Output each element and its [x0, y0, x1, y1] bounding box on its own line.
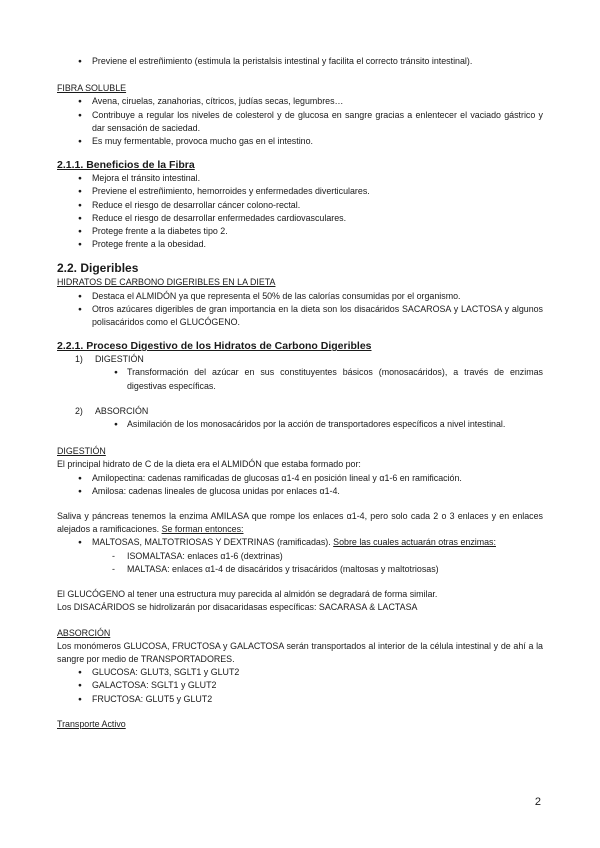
list-item-text: MALTOSAS, MALTOTRIOSAS Y DEXTRINAS (ramificadas). [92, 537, 331, 548]
item-label: ABSORCIÓN [95, 405, 149, 416]
list-item: ● Protege frente a la obesidad. [57, 238, 543, 251]
subheading-hidratos: HIDRATOS DE CARBONO DIGERIBLES EN LA DIETA [57, 277, 276, 288]
list-item: ● Es muy fermentable, provoca mucho gas en el intestino. [57, 135, 543, 148]
section-heading-transporte-activo: Transporte Activo [57, 718, 126, 729]
list-item: ● Reduce el riesgo de desarrollar cáncer colono-rectal. [57, 199, 543, 212]
page-number: 2 [534, 796, 541, 808]
section-heading-digeribles: 2.2. Digeribles [57, 261, 139, 276]
paragraph: El principal hidrato de C de la dieta era el ALMIDÓN que estaba formado por: [57, 459, 361, 470]
list-item: ● FRUCTOSA: GLUT5 y GLUT2 [57, 693, 543, 706]
list-item: ● Contribuye a regular los niveles de colesterol y de glucosa en sangre gracias a enlentecer el vaciado gástrico y dar sensación de saciedad. [57, 109, 543, 135]
list-item: ● GLUCOSA: GLUT3, SGLT1 y GLUT2 [57, 666, 543, 679]
numbered-item [57, 405, 543, 418]
list-item: ● Mejora el tránsito intestinal. [57, 172, 543, 185]
section-heading-fibra-soluble: FIBRA SOLUBLE [57, 83, 127, 94]
dash-item: - ISOMALTASA: enlaces α1-6 (dextrinas) [57, 550, 543, 563]
section-heading-digestion: DIGESTIÓN [57, 446, 106, 457]
paragraph: Los monómeros GLUCOSA, FRUCTOSA y GALACTOSA serán transportados al interior de la célula intestinal y de ahí a la sangre por medio de TRANSPORTADORES. [57, 640, 543, 664]
list-item: ● Asimilación de los monosacáridos por la acción de transportadores específicos a nivel intestinal. [57, 418, 543, 431]
item-number: 2) [75, 405, 83, 416]
list-item: ● Amilopectina: cadenas ramificadas de glucosas α1-4 en posición lineal y α1-6 en ramificación. [57, 472, 543, 485]
list-item: ● Destaca el ALMIDÓN ya que representa el 50% de las calorías consumidas por el organismo. [57, 290, 543, 303]
list-item: ● Avena, ciruelas, zanahorias, cítricos, judías secas, legumbres… [57, 95, 543, 108]
section-heading-absorcion: ABSORCIÓN [57, 627, 111, 638]
underlined-text: Se forman entonces: [161, 524, 244, 535]
item-number: 1) [75, 354, 83, 365]
list-item: ● Reduce el riesgo de desarrollar enfermedades cardiovasculares. [57, 212, 543, 225]
document-page [57, 55, 543, 731]
list-item: ● Transformación del azúcar en sus constituyentes básicos (monosacáridos), a través de enzimas digestivas específicas. [57, 366, 543, 392]
list-item: ● GALACTOSA: SGLT1 y GLUT2 [57, 679, 543, 692]
paragraph: El GLUCÓGENO al tener una estructura muy parecida al almidón se degradará de forma similar. [57, 589, 438, 600]
list-item: ● Amilosa: cadenas lineales de glucosa unidas por enlaces α1-4. [57, 485, 543, 498]
paragraph-text: Saliva y páncreas tenemos la enzima AMILASA que rompe los enlaces α1-4, pero solo cada 2 o 3 enlaces y en enlaces alejados a ramificaciones. [57, 511, 543, 535]
section-heading-beneficios: 2.1.1. Beneficios de la Fibra [57, 159, 195, 172]
item-label: DIGESTIÓN [95, 354, 144, 365]
dash-item: - MALTASA: enlaces α1-4 de disacáridos y trisacáridos (maltosas y maltotriosas) [57, 563, 543, 576]
list-item: ● Previene el estreñimiento (estimula la peristalsis intestinal y facilita el correcto tránsito intestinal). [57, 55, 543, 68]
list-item [57, 536, 543, 549]
list-item: ● Protege frente a la diabetes tipo 2. [57, 225, 543, 238]
list-item: ● Previene el estreñimiento, hemorroides y enfermedades diverticulares. [57, 185, 543, 198]
paragraph [57, 510, 543, 536]
underlined-text: Sobre las cuales actuarán otras enzimas: [333, 537, 496, 548]
section-heading-proceso: 2.2.1. Proceso Digestivo de los Hidratos de Carbono Digeribles [57, 340, 372, 353]
list-item: ● Otros azúcares digeribles de gran importancia en la dieta son los disacáridos SACAROSA y LACTOSA y algunos polisacáridos como el GLUCÓGENO. [57, 303, 543, 329]
paragraph: Los DISACÁRIDOS se hidrolizarán por disacaridasas específicas: SACARASA & LACTASA [57, 602, 418, 613]
numbered-item [57, 353, 543, 366]
